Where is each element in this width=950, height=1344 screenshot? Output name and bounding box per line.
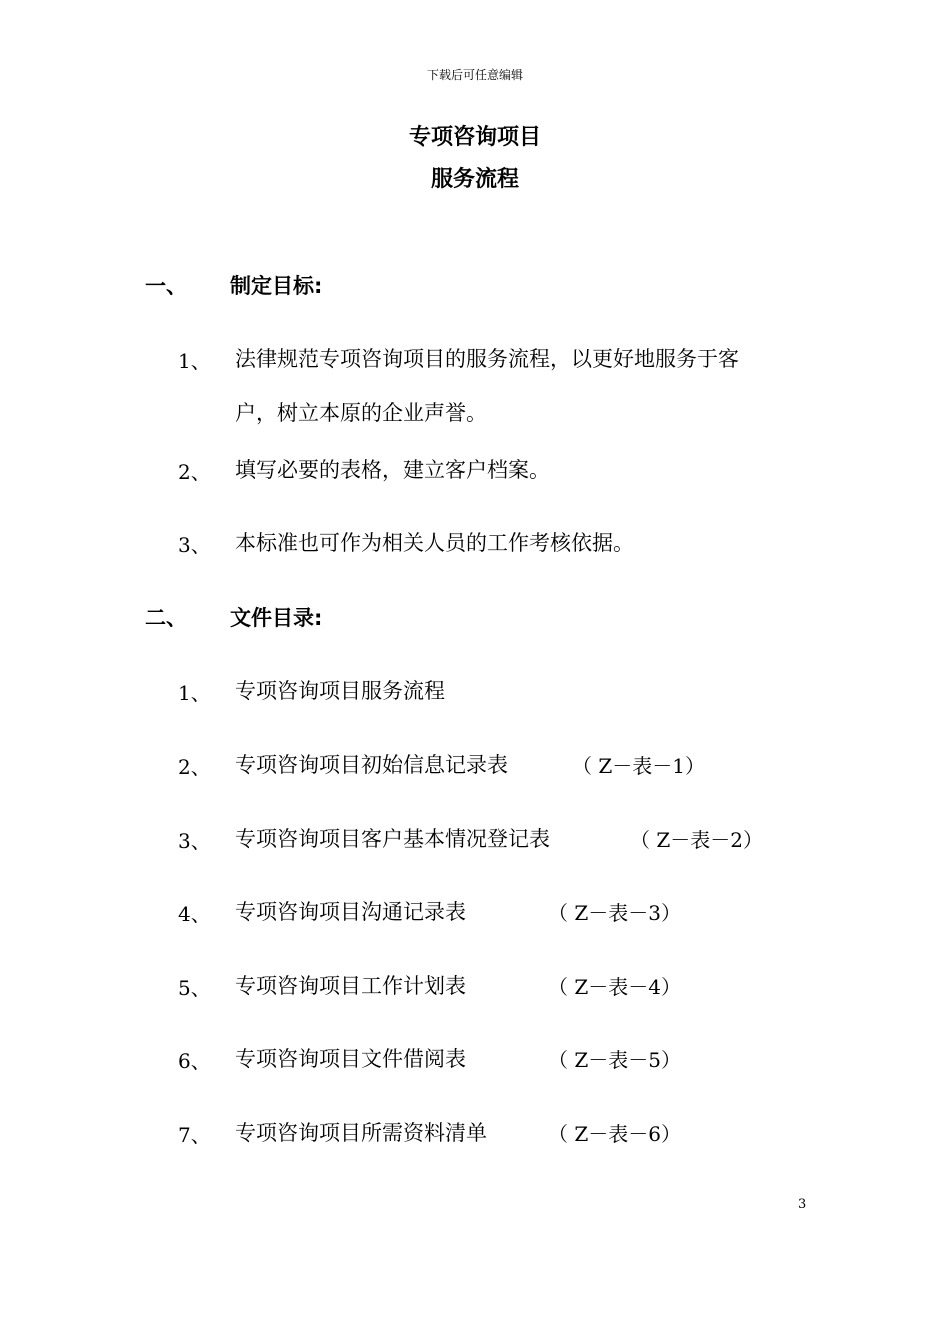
file-list-title: 专项咨询项目客户基本情况登记表	[235, 827, 550, 851]
section-1-number: 一、	[145, 274, 187, 298]
page-subtitle: 服务流程	[430, 167, 519, 192]
list-item-number: 3、	[178, 533, 211, 557]
list-item-text: 本标准也可作为相关人员的工作考核依据。	[235, 531, 634, 555]
list-item-number: 1、	[178, 349, 211, 373]
form-code: （ Z－表－6）	[548, 1122, 681, 1146]
file-list-title: 专项咨询项目所需资料清单	[235, 1121, 487, 1145]
form-code: （ Z－表－5）	[548, 1048, 681, 1072]
list-item-text-continued: 户，树立本原的企业声誉。	[235, 401, 487, 425]
section-1-heading: 制定目标:	[230, 274, 323, 298]
form-code: （ Z－表－1）	[572, 754, 705, 778]
page-number: 3	[798, 1197, 807, 1212]
section-2-number: 二、	[145, 606, 187, 630]
file-list-number: 5、	[178, 976, 211, 1000]
form-code: （ Z－表－2）	[630, 828, 763, 852]
file-list-title: 专项咨询项目文件借阅表	[235, 1047, 466, 1071]
file-list-title: 专项咨询项目服务流程	[235, 679, 445, 703]
section-2-heading: 文件目录:	[230, 606, 323, 630]
file-list-title: 专项咨询项目初始信息记录表	[235, 753, 508, 777]
file-list-number: 3、	[178, 829, 211, 853]
form-code: （ Z－表－3）	[548, 901, 681, 925]
page-title: 专项咨询项目	[408, 125, 541, 150]
file-list-number: 6、	[178, 1049, 211, 1073]
file-list-number: 7、	[178, 1123, 211, 1147]
file-list-title: 专项咨询项目工作计划表	[235, 974, 466, 998]
list-item-number: 2、	[178, 460, 211, 484]
form-code: （ Z－表－4）	[548, 975, 681, 999]
file-list-number: 1、	[178, 681, 211, 705]
list-item-text: 填写必要的表格，建立客户档案。	[235, 458, 550, 482]
list-item-text: 法律规范专项咨询项目的服务流程，以更好地服务于客	[235, 347, 739, 371]
file-list-title: 专项咨询项目沟通记录表	[235, 900, 466, 924]
header-note: 下载后可任意编辑	[426, 68, 523, 82]
file-list-number: 2、	[178, 755, 211, 779]
file-list-number: 4、	[178, 902, 211, 926]
